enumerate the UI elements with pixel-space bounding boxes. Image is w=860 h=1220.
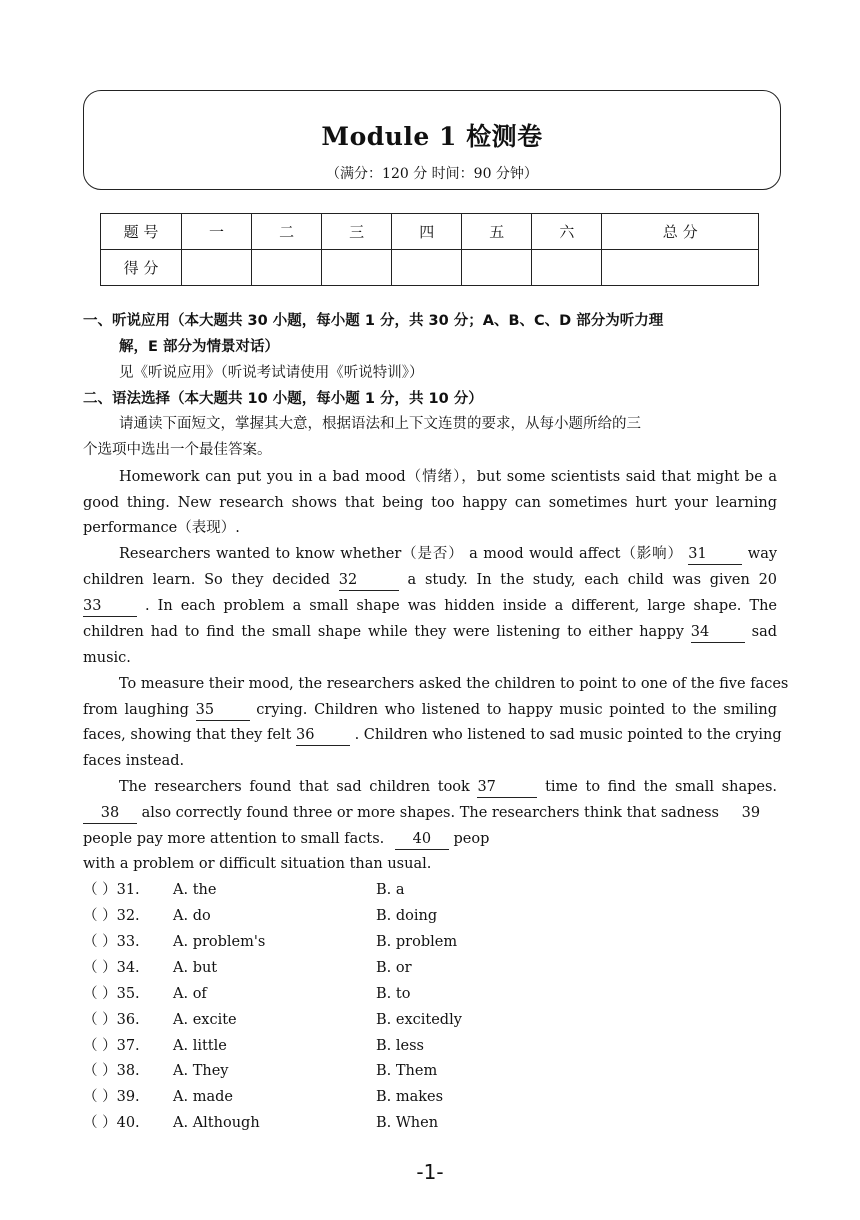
score-cell: 题 号 [101, 214, 182, 250]
exam-info: （满分：120 分 时间：90 分钟） [326, 166, 538, 182]
score-entry[interactable] [392, 250, 462, 286]
passage-text: sad [751, 624, 778, 640]
option-a: A. but [173, 960, 218, 976]
score-table-header-row [101, 214, 759, 250]
blank-40: 40 [395, 829, 449, 850]
blank-37: 37 [477, 777, 537, 798]
passage-text: children had to find the small shape while they were listening to either happy [83, 624, 684, 640]
section2-heading: 二、语法选择（本大题共 10 小题，每小题 1 分，共 10 分） [83, 391, 483, 407]
option-a: A. made [173, 1089, 233, 1105]
score-cell: 一 [182, 214, 252, 250]
blank-32: 32 [339, 570, 399, 591]
passage-line [83, 593, 777, 619]
passage-line [83, 567, 777, 593]
question-number[interactable]: （ ）32. [83, 908, 140, 924]
score-cell: 六 [532, 214, 602, 250]
passage-text: a study. In the study, each child was given 20 [407, 572, 778, 588]
passage-line: good thing. New research shows that being too happy can sometimes hurt your learning [83, 495, 777, 511]
passage-text: . In each problem a small shape was hidden inside a different, large shape. The [145, 598, 777, 614]
passage-line: music. [83, 650, 131, 666]
option-a: A. Although [173, 1115, 260, 1131]
option-b: B. less [376, 1038, 424, 1054]
option-b: B. a [376, 882, 405, 898]
passage-line [83, 800, 760, 826]
option-b: B. doing [376, 908, 438, 924]
option-b: B. Them [376, 1063, 438, 1079]
option-a: A. excite [173, 1012, 237, 1028]
passage-text: children learn. So they decided [83, 572, 331, 588]
passage-line: To measure their mood, the researchers asked the children to point to one of the five faces [119, 676, 789, 692]
option-a: A. do [173, 908, 211, 924]
passage-text: peop [453, 831, 490, 847]
question-number[interactable]: （ ）35. [83, 986, 140, 1002]
score-table [100, 213, 759, 286]
score-cell: 总 分 [602, 214, 759, 250]
section1-note: 见《听说应用》（听说考试请使用《听说特训》） [119, 365, 424, 381]
passage-text: time to find the small shapes. [545, 779, 778, 795]
passage-line: performance（表现）. [83, 520, 240, 536]
option-b: B. When [376, 1115, 439, 1131]
title-box [83, 90, 781, 190]
section1-heading: 一、听说应用（本大题共 30 小题，每小题 1 分，共 30 分；A、B、C、D 部分为听力理 [83, 313, 664, 329]
question-number[interactable]: （ ）37. [83, 1038, 140, 1054]
passage-line [119, 774, 777, 800]
blank-35: 35 [196, 700, 250, 721]
option-a: A. problem's [173, 934, 266, 950]
blank-36: 36 [296, 725, 350, 746]
score-cell: 三 [322, 214, 392, 250]
passage-line [119, 541, 777, 567]
blank-38: 38 [83, 803, 137, 824]
passage-text: faces, showing that they felt [83, 727, 292, 743]
passage-line [83, 722, 782, 748]
passage-line [83, 826, 489, 852]
score-entry[interactable] [252, 250, 322, 286]
section1-heading-cont: 解，E 部分为情景对话） [119, 339, 279, 355]
option-b: B. makes [376, 1089, 444, 1105]
question-number[interactable]: （ ）31. [83, 882, 140, 898]
passage-line: faces instead. [83, 753, 185, 769]
blank-31: 31 [688, 544, 742, 565]
option-a: A. They [173, 1063, 229, 1079]
passage-line [83, 697, 777, 723]
question-number[interactable]: （ ）38. [83, 1063, 140, 1079]
passage-text: also correctly found three or more shapes. The researchers think that sadness [141, 805, 719, 821]
score-entry[interactable] [322, 250, 392, 286]
score-entry[interactable] [182, 250, 252, 286]
passage-text: from laughing [83, 702, 189, 718]
score-entry[interactable] [602, 250, 759, 286]
instruction-cont: 个选项中选出一个最佳答案。 [83, 442, 272, 458]
passage-text: crying. Children who listened to happy music pointed to the smiling [256, 702, 778, 718]
blank-33: 33 [83, 596, 137, 617]
score-cell: 得 分 [101, 250, 182, 286]
question-number[interactable]: （ ）40. [83, 1115, 140, 1131]
score-cell: 五 [462, 214, 532, 250]
passage-line: Homework can put you in a bad mood（情绪），but some scientists said that might be a [119, 469, 777, 485]
page-title: Module 1 检测卷 [321, 122, 543, 151]
question-number[interactable]: （ ）36. [83, 1012, 140, 1028]
option-b: B. or [376, 960, 412, 976]
passage-text: . Children who listened to sad music pointed to the crying [354, 727, 782, 743]
question-number[interactable]: （ ）33. [83, 934, 140, 950]
option-a: A. of [173, 986, 207, 1002]
passage-text: people pay more attention to small facts. [83, 831, 385, 847]
score-cell: 二 [252, 214, 322, 250]
option-b: B. problem [376, 934, 458, 950]
option-a: A. little [173, 1038, 227, 1054]
passage-text: The researchers found that sad children took [119, 779, 470, 795]
passage-line [83, 619, 777, 645]
passage-text: Researchers wanted to know whether（是否） a mood would affect（影响） [119, 546, 683, 562]
score-entry[interactable] [532, 250, 602, 286]
blank-39-label: 39 [741, 805, 761, 821]
score-cell: 四 [392, 214, 462, 250]
question-number[interactable]: （ ）34. [83, 960, 140, 976]
option-b: B. to [376, 986, 411, 1002]
page-number: -1- [416, 1160, 444, 1184]
instruction: 请通读下面短文，掌握其大意，根据语法和上下文连贯的要求，从每小题所给的三 [119, 416, 641, 432]
option-a: A. the [173, 882, 217, 898]
question-number[interactable]: （ ）39. [83, 1089, 140, 1105]
blank-34: 34 [691, 622, 745, 643]
score-entry[interactable] [462, 250, 532, 286]
option-b: B. excitedly [376, 1012, 462, 1028]
passage-line: with a problem or difficult situation than usual. [83, 856, 432, 872]
score-table-score-row [101, 250, 759, 286]
passage-text: way [747, 546, 778, 562]
